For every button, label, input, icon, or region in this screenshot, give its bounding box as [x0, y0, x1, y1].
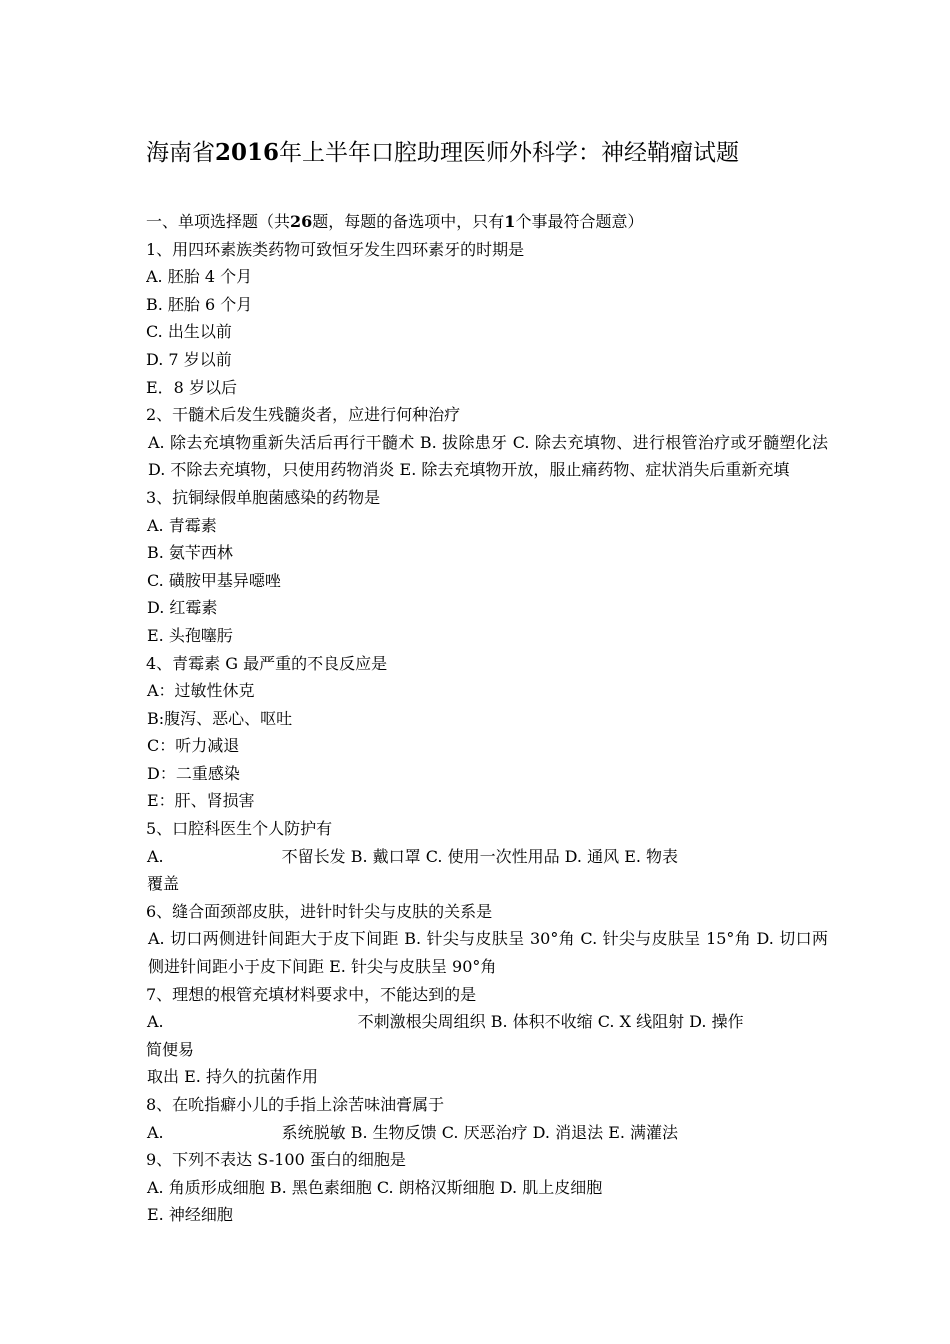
question-8-options-rest: 系统脱敏 B. 生物反馈 C. 厌恶治疗 D. 消退法 E. 满灌法	[281, 1122, 679, 1142]
question-5-options-wrap: 覆盖	[147, 874, 180, 894]
document-body	[146, 208, 828, 1229]
question-7-options-rest: 不刺激根尖周组织 B. 体积不收缩 C. X 线阻射 D. 操作	[357, 1012, 744, 1032]
question-9-options: A. 角质形成细胞 B. 黑色素细胞 C. 朗格汉斯细胞 D. 肌上皮细胞	[147, 1177, 603, 1197]
section-heading-mid: 题，每题的备选项中，只有	[312, 212, 505, 231]
question-3-option-c: C. 磺胺甲基异噁唑	[147, 570, 281, 590]
question-8-options	[146, 1119, 828, 1147]
question-5-options	[146, 843, 828, 871]
section-heading-count: 26	[290, 212, 313, 231]
question-1-option-b: B. 胚胎 6 个月	[146, 294, 253, 314]
question-3-option-d: D. 红霉素	[147, 598, 218, 618]
question-4-option-e: E：肝、肾损害	[147, 791, 255, 811]
section-heading-prefix: 一、单项选择题（共	[146, 212, 291, 231]
question-7-options-wrap-2: 取出 E. 持久的抗菌作用	[147, 1067, 318, 1087]
question-4-stem: 4、青霉素 G 最严重的不良反应是	[146, 653, 388, 673]
question-6-stem: 6、缝合面颈部皮肤，进针时针尖与皮肤的关系是	[146, 901, 493, 921]
question-5-stem: 5、口腔科医生个人防护有	[146, 819, 333, 839]
title-year: 2016	[215, 139, 280, 166]
question-7-options-wrap: 简便易	[146, 1039, 195, 1059]
question-3-stem: 3、抗铜绿假单胞菌感染的药物是	[146, 487, 381, 507]
question-2-stem: 2、干髓术后发生残髓炎者，应进行何种治疗	[146, 405, 461, 425]
question-4-option-a: A：过敏性休克	[147, 681, 255, 701]
question-4-option-b: B:腹泻、恶心、呕吐	[147, 708, 293, 728]
question-1-stem: 1、用四环素族类药物可致恒牙发生四环素牙的时期是	[146, 239, 525, 259]
question-8-option-a-label: A.	[147, 1122, 164, 1142]
question-7-options	[146, 1008, 828, 1036]
section-heading-suffix: 个事最符合题意）	[515, 212, 644, 231]
title-prefix: 海南省	[146, 140, 215, 166]
question-3-option-e: E. 头孢噻肟	[147, 625, 233, 645]
question-9-option-e: E. 神经细胞	[147, 1205, 233, 1225]
question-7-stem: 7、理想的根管充填材料要求中，不能达到的是	[146, 984, 477, 1004]
question-5-options-rest: 不留长发 B. 戴口罩 C. 使用一次性用品 D. 通风 E. 物表	[281, 846, 679, 866]
question-1-option-e: E．8 岁以后	[146, 377, 237, 397]
question-2-options: A. 除去充填物重新失活后再行干髓术 B. 拔除患牙 C. 除去充填物、进行根管治疗或牙髓塑化法 D. 不除去充填物，只使用药物消炎 E. 除去充填物开放，服止痛药物、症状消失后重新充填	[148, 432, 828, 480]
question-1-option-a: A. 胚胎 4 个月	[146, 267, 253, 287]
question-4-option-c: C：听力减退	[147, 736, 240, 756]
question-8-stem: 8、在吮指癖小儿的手指上涂苦味油膏属于	[146, 1095, 445, 1114]
question-9-stem: 9、下列不表达 S-100 蛋白的细胞是	[146, 1150, 406, 1170]
question-6-options: A. 切口两侧进针间距大于皮下间距 B. 针尖与皮肤呈 30°角 C. 针尖与皮肤呈 15°角 D. 切口两侧进针间距小于皮下间距 E. 针尖与皮肤呈 90°角	[148, 929, 828, 977]
question-3-option-b: B. 氨苄西林	[147, 543, 233, 563]
question-7-option-a-label: A.	[147, 1012, 164, 1032]
question-5-option-a-label: A.	[147, 846, 164, 866]
title-suffix: 年上半年口腔助理医师外科学：神经鞘瘤试题	[279, 140, 740, 166]
question-4-option-d: D：二重感染	[147, 763, 240, 783]
section-heading-one: 1	[504, 212, 516, 231]
page-title	[146, 136, 826, 170]
question-3-option-a: A. 青霉素	[147, 515, 217, 535]
question-1-option-c: C. 出生以前	[146, 322, 232, 342]
section-heading	[146, 208, 828, 236]
question-1-option-d: D. 7 岁以前	[146, 349, 232, 369]
